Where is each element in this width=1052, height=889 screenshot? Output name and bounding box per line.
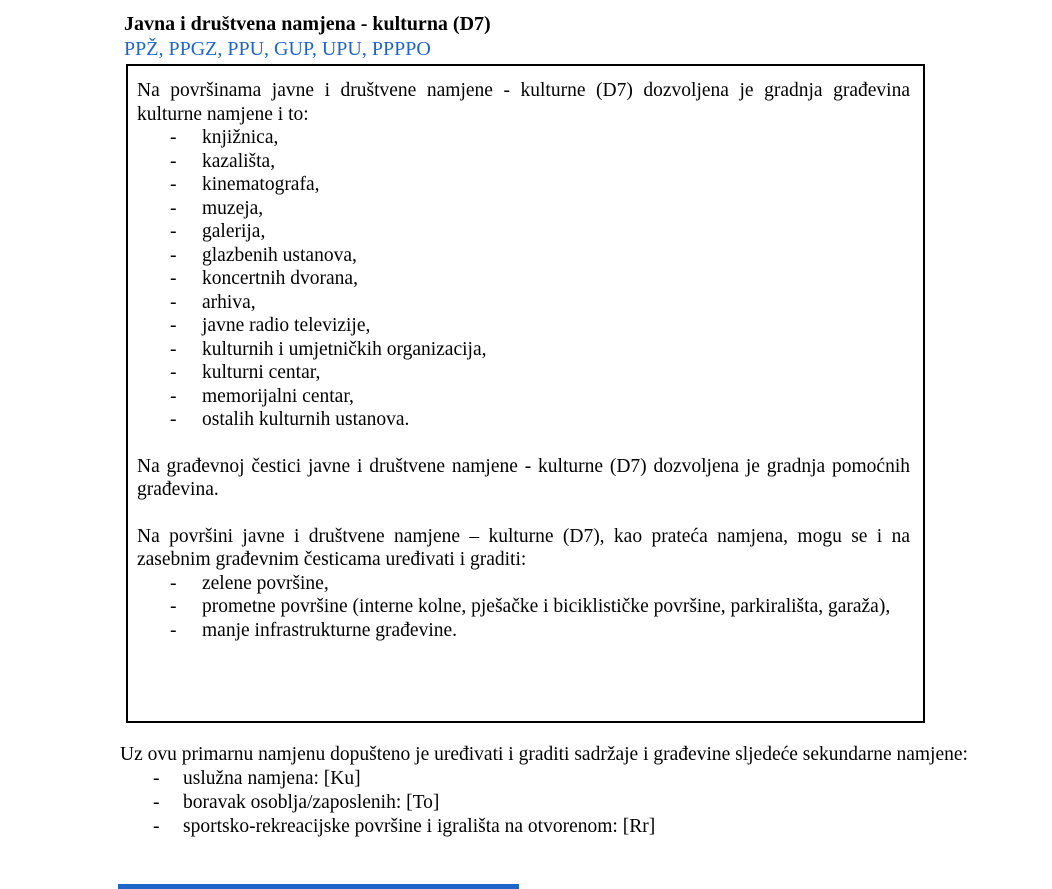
dash-marker: - xyxy=(170,338,177,360)
list-item: - javne radio televizije, xyxy=(170,315,371,336)
dash-marker: - xyxy=(153,816,160,837)
list-item: - kazališta, xyxy=(170,150,276,172)
dash-marker: - xyxy=(170,268,177,289)
regulation-box xyxy=(126,64,925,723)
list-item: - prometne površine (interne kolne, pješačke i biciklističke površine, parkirališta, garaža), xyxy=(170,596,891,617)
dash-marker: - xyxy=(170,409,177,430)
list-item: - memorijalni centar, xyxy=(170,385,354,407)
list-item: - zelene površine, xyxy=(170,572,329,594)
dash-marker: - xyxy=(170,362,177,383)
list-item: - ostalih kulturnih ustanova. xyxy=(170,409,410,430)
dash-marker: - xyxy=(153,792,160,813)
dash-marker: - xyxy=(170,291,177,313)
list-item: - arhiva, xyxy=(170,291,256,313)
dash-marker: - xyxy=(170,596,177,617)
dash-marker: - xyxy=(170,150,177,172)
cutoff-next-links-row[interactable] xyxy=(118,884,519,889)
list-item: - uslužna namjena: [Ku] xyxy=(153,768,361,789)
secondary-list xyxy=(120,767,971,839)
intro-paragraph: Na površinama javne i društvene namjene - kulturne (D7) dozvoljena je gradnja građevina kulturne namjene i to: xyxy=(137,80,910,125)
dash-marker: - xyxy=(170,221,177,242)
building-types-list xyxy=(137,126,910,432)
list-item: - kinematografa, xyxy=(170,174,320,195)
list-item: - kulturnih i umjetničkih organizacija, xyxy=(170,338,487,360)
list-item: - kulturni centar, xyxy=(170,362,321,383)
section-title: Javna i društvena namjena - kulturna (D7) xyxy=(124,13,491,35)
dash-marker: - xyxy=(170,572,177,594)
dash-marker: - xyxy=(170,385,177,407)
list-item: - manje infrastrukturne građevine. xyxy=(170,619,458,641)
list-item: - galerija, xyxy=(170,221,266,242)
list-item: - sportsko-rekreacijske površine i igrališta na otvorenom: [Rr] xyxy=(153,816,656,837)
secondary-uses-section xyxy=(120,743,971,839)
dash-marker: - xyxy=(170,174,177,195)
secondary-paragraph: Uz ovu primarnu namjenu dopušteno je uređivati i graditi sadržaje i građevine sljedeće sekundarne namjene: xyxy=(120,744,968,765)
list-item: - boravak osoblja/zaposlenih: [To] xyxy=(153,792,440,813)
dash-marker: - xyxy=(170,244,177,266)
auxiliary-paragraph: Na građevnoj čestici javne i društvene namjene - kulturne (D7) dozvoljena je gradnja pomoćnih građevina. xyxy=(137,455,910,500)
list-item: - koncertnih dvorana, xyxy=(170,268,358,289)
list-item: - knjižnica, xyxy=(170,127,279,148)
list-item: - muzeja, xyxy=(170,197,264,219)
dash-marker: - xyxy=(170,315,177,336)
accompanying-paragraph: Na površini javne i društvene namjene – kulturne (D7), kao prateća namjena, mogu se i na zasebnim građevnim česticama uređivati i graditi: xyxy=(137,525,910,570)
list-item: - glazbenih ustanova, xyxy=(170,244,357,266)
plan-links-row[interactable]: PPŽ, PPGZ, PPU, GUP, UPU, PPPPO xyxy=(124,38,431,60)
dash-marker: - xyxy=(170,197,177,219)
dash-marker: - xyxy=(153,768,160,789)
dash-marker: - xyxy=(170,619,177,641)
dash-marker: - xyxy=(170,127,177,148)
accompanying-list xyxy=(137,572,910,643)
